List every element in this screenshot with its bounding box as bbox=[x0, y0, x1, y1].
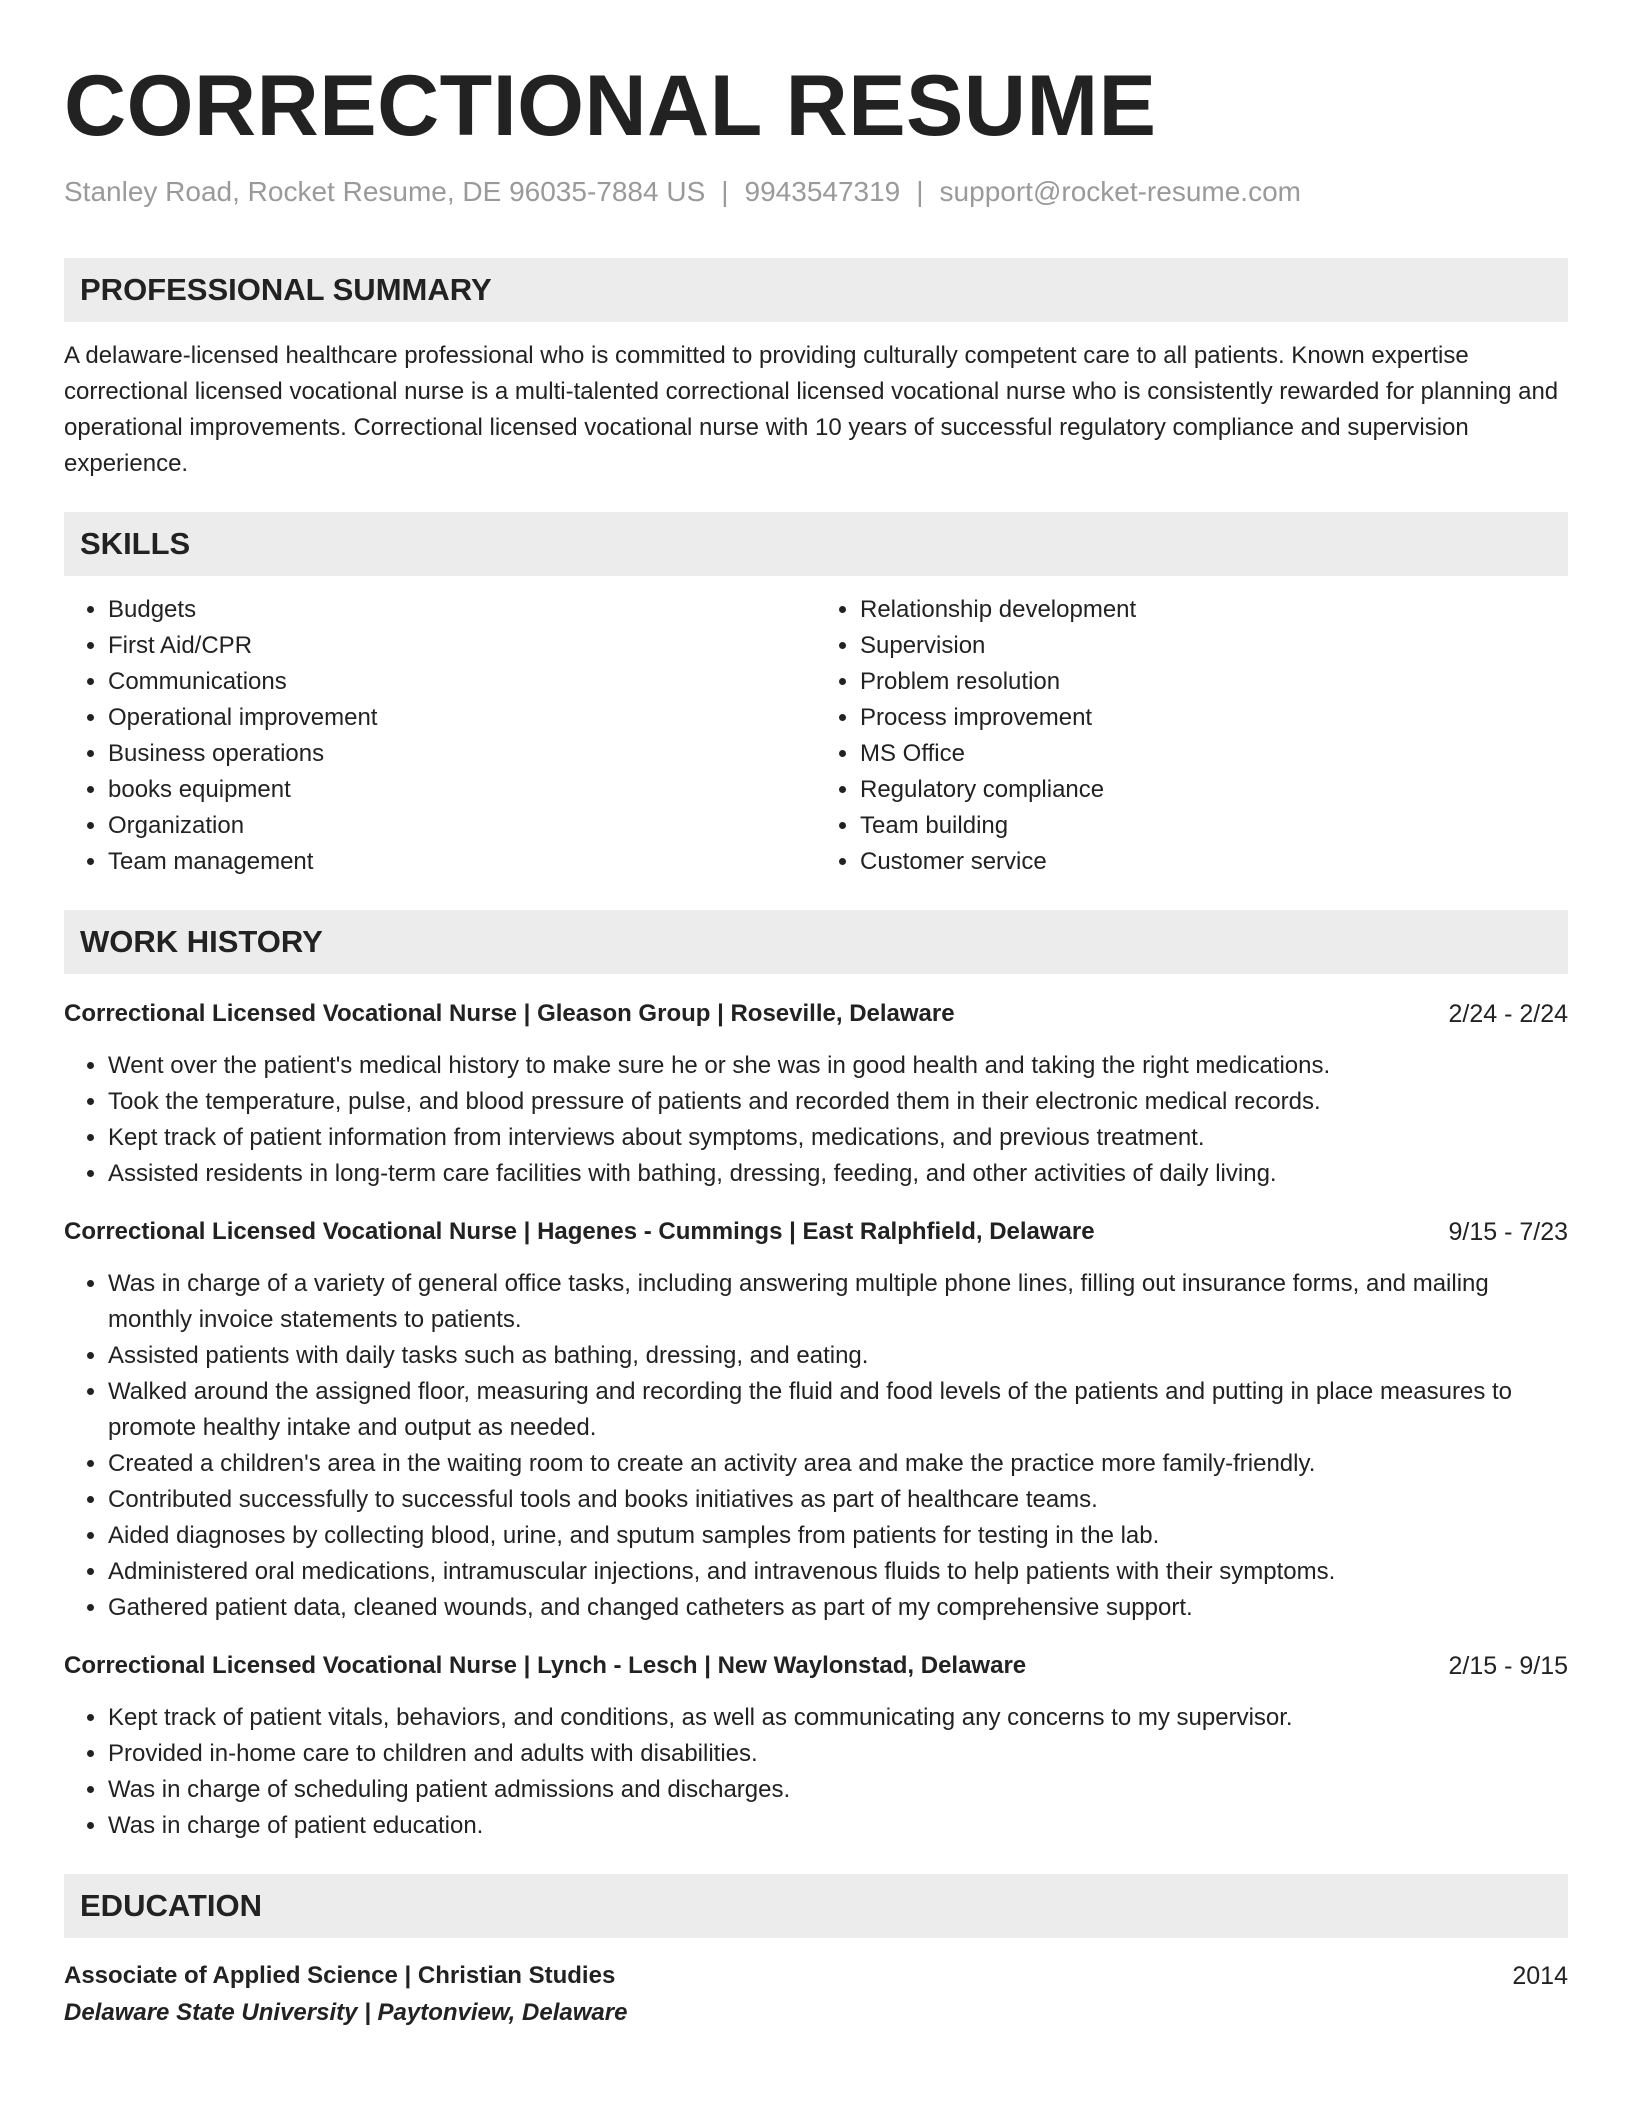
contact-separator: | bbox=[916, 176, 924, 207]
skill-item: • First Aid/CPR bbox=[108, 628, 816, 664]
skills-list bbox=[64, 592, 1568, 880]
job-title: Correctional Licensed Vocational Nurse | Lynch - Lesch | New Waylonstad, Delaware bbox=[64, 1652, 1027, 1679]
job-header bbox=[64, 996, 1568, 1032]
skill-item: • Regulatory compliance bbox=[860, 772, 1568, 808]
contact-phone: 9943547319 bbox=[744, 176, 901, 207]
contact-address: Stanley Road, Rocket Resume, DE 96035-7884 US bbox=[64, 176, 706, 207]
skills-column-left bbox=[64, 592, 816, 880]
job-bullet: • Contributed successfully to successful tools and books initiatives as part of healthcare teams. bbox=[108, 1482, 1568, 1518]
job-bullet: • Kept track of patient information from interviews about symptoms, medications, and previous treatment. bbox=[108, 1120, 1568, 1156]
education-header bbox=[64, 1958, 1568, 1994]
skill-item: • MS Office bbox=[860, 736, 1568, 772]
education-entry bbox=[64, 1958, 1568, 2032]
job-bullet: • Gathered patient data, cleaned wounds, and changed catheters as part of my comprehensive support. bbox=[108, 1590, 1568, 1626]
education-year: 2014 bbox=[1512, 1962, 1568, 1990]
skill-item: • Supervision bbox=[860, 628, 1568, 664]
job-entry bbox=[64, 996, 1568, 1192]
job-dates: 9/15 - 7/23 bbox=[1448, 1218, 1568, 1246]
education-heading: EDUCATION bbox=[64, 1874, 1568, 1938]
summary-heading: PROFESSIONAL SUMMARY bbox=[64, 258, 1568, 322]
job-bullet: • Was in charge of patient education. bbox=[108, 1808, 1568, 1844]
education-degree: Associate of Applied Science | Christian Studies bbox=[64, 1962, 616, 1989]
education-school: Delaware State University | Paytonview, Delaware bbox=[64, 1999, 628, 2026]
skill-item: • Communications bbox=[108, 664, 816, 700]
job-bullet: • Took the temperature, pulse, and blood pressure of patients and recorded them in their electronic medical records. bbox=[108, 1084, 1568, 1120]
contact-separator: | bbox=[721, 176, 729, 207]
job-bullet: • Walked around the assigned floor, measuring and recording the fluid and food levels of the patients and putting in place measures to promote healthy intake and output as needed. bbox=[108, 1374, 1568, 1446]
job-bullets bbox=[64, 1266, 1568, 1626]
skill-item: • Business operations bbox=[108, 736, 816, 772]
resume-name: CORRECTIONAL RESUME bbox=[64, 58, 1157, 154]
skill-item: • Team management bbox=[108, 844, 816, 880]
skill-item: • Organization bbox=[108, 808, 816, 844]
job-bullet: • Assisted patients with daily tasks such as bathing, dressing, and eating. bbox=[108, 1338, 1568, 1374]
job-header bbox=[64, 1648, 1568, 1684]
skill-item: • Customer service bbox=[860, 844, 1568, 880]
skill-item: • Budgets bbox=[108, 592, 816, 628]
contact-email: support@rocket-resume.com bbox=[939, 176, 1301, 207]
job-bullet: • Aided diagnoses by collecting blood, urine, and sputum samples from patients for testing in the lab. bbox=[108, 1518, 1568, 1554]
skills-column-right bbox=[816, 592, 1568, 880]
job-bullet: • Was in charge of a variety of general office tasks, including answering multiple phone lines, filling out insurance forms, and mailing monthly invoice statements to patients. bbox=[108, 1266, 1568, 1338]
skill-item: • Problem resolution bbox=[860, 664, 1568, 700]
skill-item: • Process improvement bbox=[860, 700, 1568, 736]
job-bullet: • Provided in-home care to children and adults with disabilities. bbox=[108, 1736, 1568, 1772]
job-title: Correctional Licensed Vocational Nurse | Gleason Group | Roseville, Delaware bbox=[64, 1000, 955, 1027]
job-bullet: • Went over the patient's medical history to make sure he or she was in good health and taking the right medications. bbox=[108, 1048, 1568, 1084]
job-bullet: • Kept track of patient vitals, behaviors, and conditions, as well as communicating any concerns to my supervisor. bbox=[108, 1700, 1568, 1736]
job-header bbox=[64, 1214, 1568, 1250]
job-title: Correctional Licensed Vocational Nurse | Hagenes - Cummings | East Ralphfield, Delaware bbox=[64, 1218, 1095, 1245]
job-entry bbox=[64, 1214, 1568, 1626]
job-bullet: • Administered oral medications, intramuscular injections, and intravenous fluids to help patients with their symptoms. bbox=[108, 1554, 1568, 1590]
skill-item: • Operational improvement bbox=[108, 700, 816, 736]
skills-heading: SKILLS bbox=[64, 512, 1568, 576]
job-bullet: • Assisted residents in long-term care facilities with bathing, dressing, feeding, and other activities of daily living. bbox=[108, 1156, 1568, 1192]
skill-item: • books equipment bbox=[108, 772, 816, 808]
job-entry bbox=[64, 1648, 1568, 1844]
job-dates: 2/15 - 9/15 bbox=[1448, 1652, 1568, 1680]
job-bullet: • Was in charge of scheduling patient admissions and discharges. bbox=[108, 1772, 1568, 1808]
summary-text: A delaware-licensed healthcare professional who is committed to providing culturally competent care to all patients. Known expertise correctional licensed vocational nurse is a multi-talented correctional licensed vocational nurse who is consistently rewarded for planning and operational improvements. Correctional licensed vocational nurse with 10 years of successful regulatory compliance and supervision experience. bbox=[64, 342, 1559, 477]
job-bullets bbox=[64, 1048, 1568, 1192]
skill-item: • Team building bbox=[860, 808, 1568, 844]
work-history-heading: WORK HISTORY bbox=[64, 910, 1568, 974]
skill-item: • Relationship development bbox=[860, 592, 1568, 628]
job-dates: 2/24 - 2/24 bbox=[1448, 1000, 1568, 1028]
job-bullet: • Created a children's area in the waiting room to create an activity area and make the practice more family-friendly. bbox=[108, 1446, 1568, 1482]
job-bullets bbox=[64, 1700, 1568, 1844]
contact-line bbox=[64, 174, 1568, 210]
